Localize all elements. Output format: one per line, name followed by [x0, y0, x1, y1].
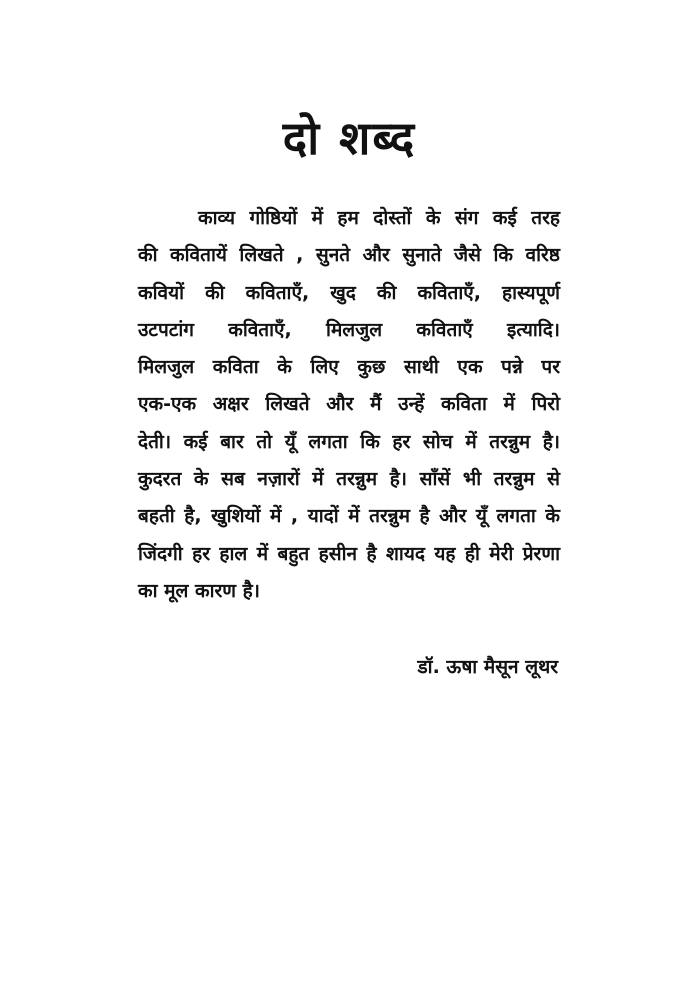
paragraph-line: उटपटांग कविताएँ, मिलजुल कविताएँ इत्यादि। [138, 318, 560, 341]
paragraph-line: जिंदगी हर हाल में बहुत हसीन है शायद यह ही मेरी प्रेरणा [138, 542, 560, 565]
author-signature: डॉ. ऊषा मैसून लूथर [417, 656, 558, 678]
paragraph-line: की कवितायें लिखते , सुनते और सुनाते जैसे कि वरिष्ठ [138, 244, 560, 267]
paragraph-line: कुदरत के सब नज़ारों में तरन्नुम है। साँसें भी तरन्नुम से [138, 468, 560, 491]
paragraph-line: मिलजुल कविता के लिए कुछ साथी एक पन्ने पर [138, 356, 560, 379]
page-title: दो शब्द [282, 111, 417, 165]
paragraph-line: एक-एक अक्षर लिखते और मैं उन्हें कविता में पिरो [138, 393, 560, 416]
paragraph-line: कवियों की कविताएँ, खुद की कविताएँ, हास्यपूर्ण [138, 281, 560, 304]
preface-paragraph [138, 200, 560, 610]
paragraph-line: का मूल कारण है। [138, 579, 260, 602]
paragraph-line: काव्य गोष्ठियों में हम दोस्तों के संग कई तरह [198, 207, 560, 229]
paragraph-line: देती। कई बार तो यूँ लगता कि हर सोच में तरन्नुम है। [138, 430, 560, 453]
paragraph-line: बहती है, खुशियों में , यादों में तरन्नुम है और यूँ लगता के [138, 505, 560, 528]
